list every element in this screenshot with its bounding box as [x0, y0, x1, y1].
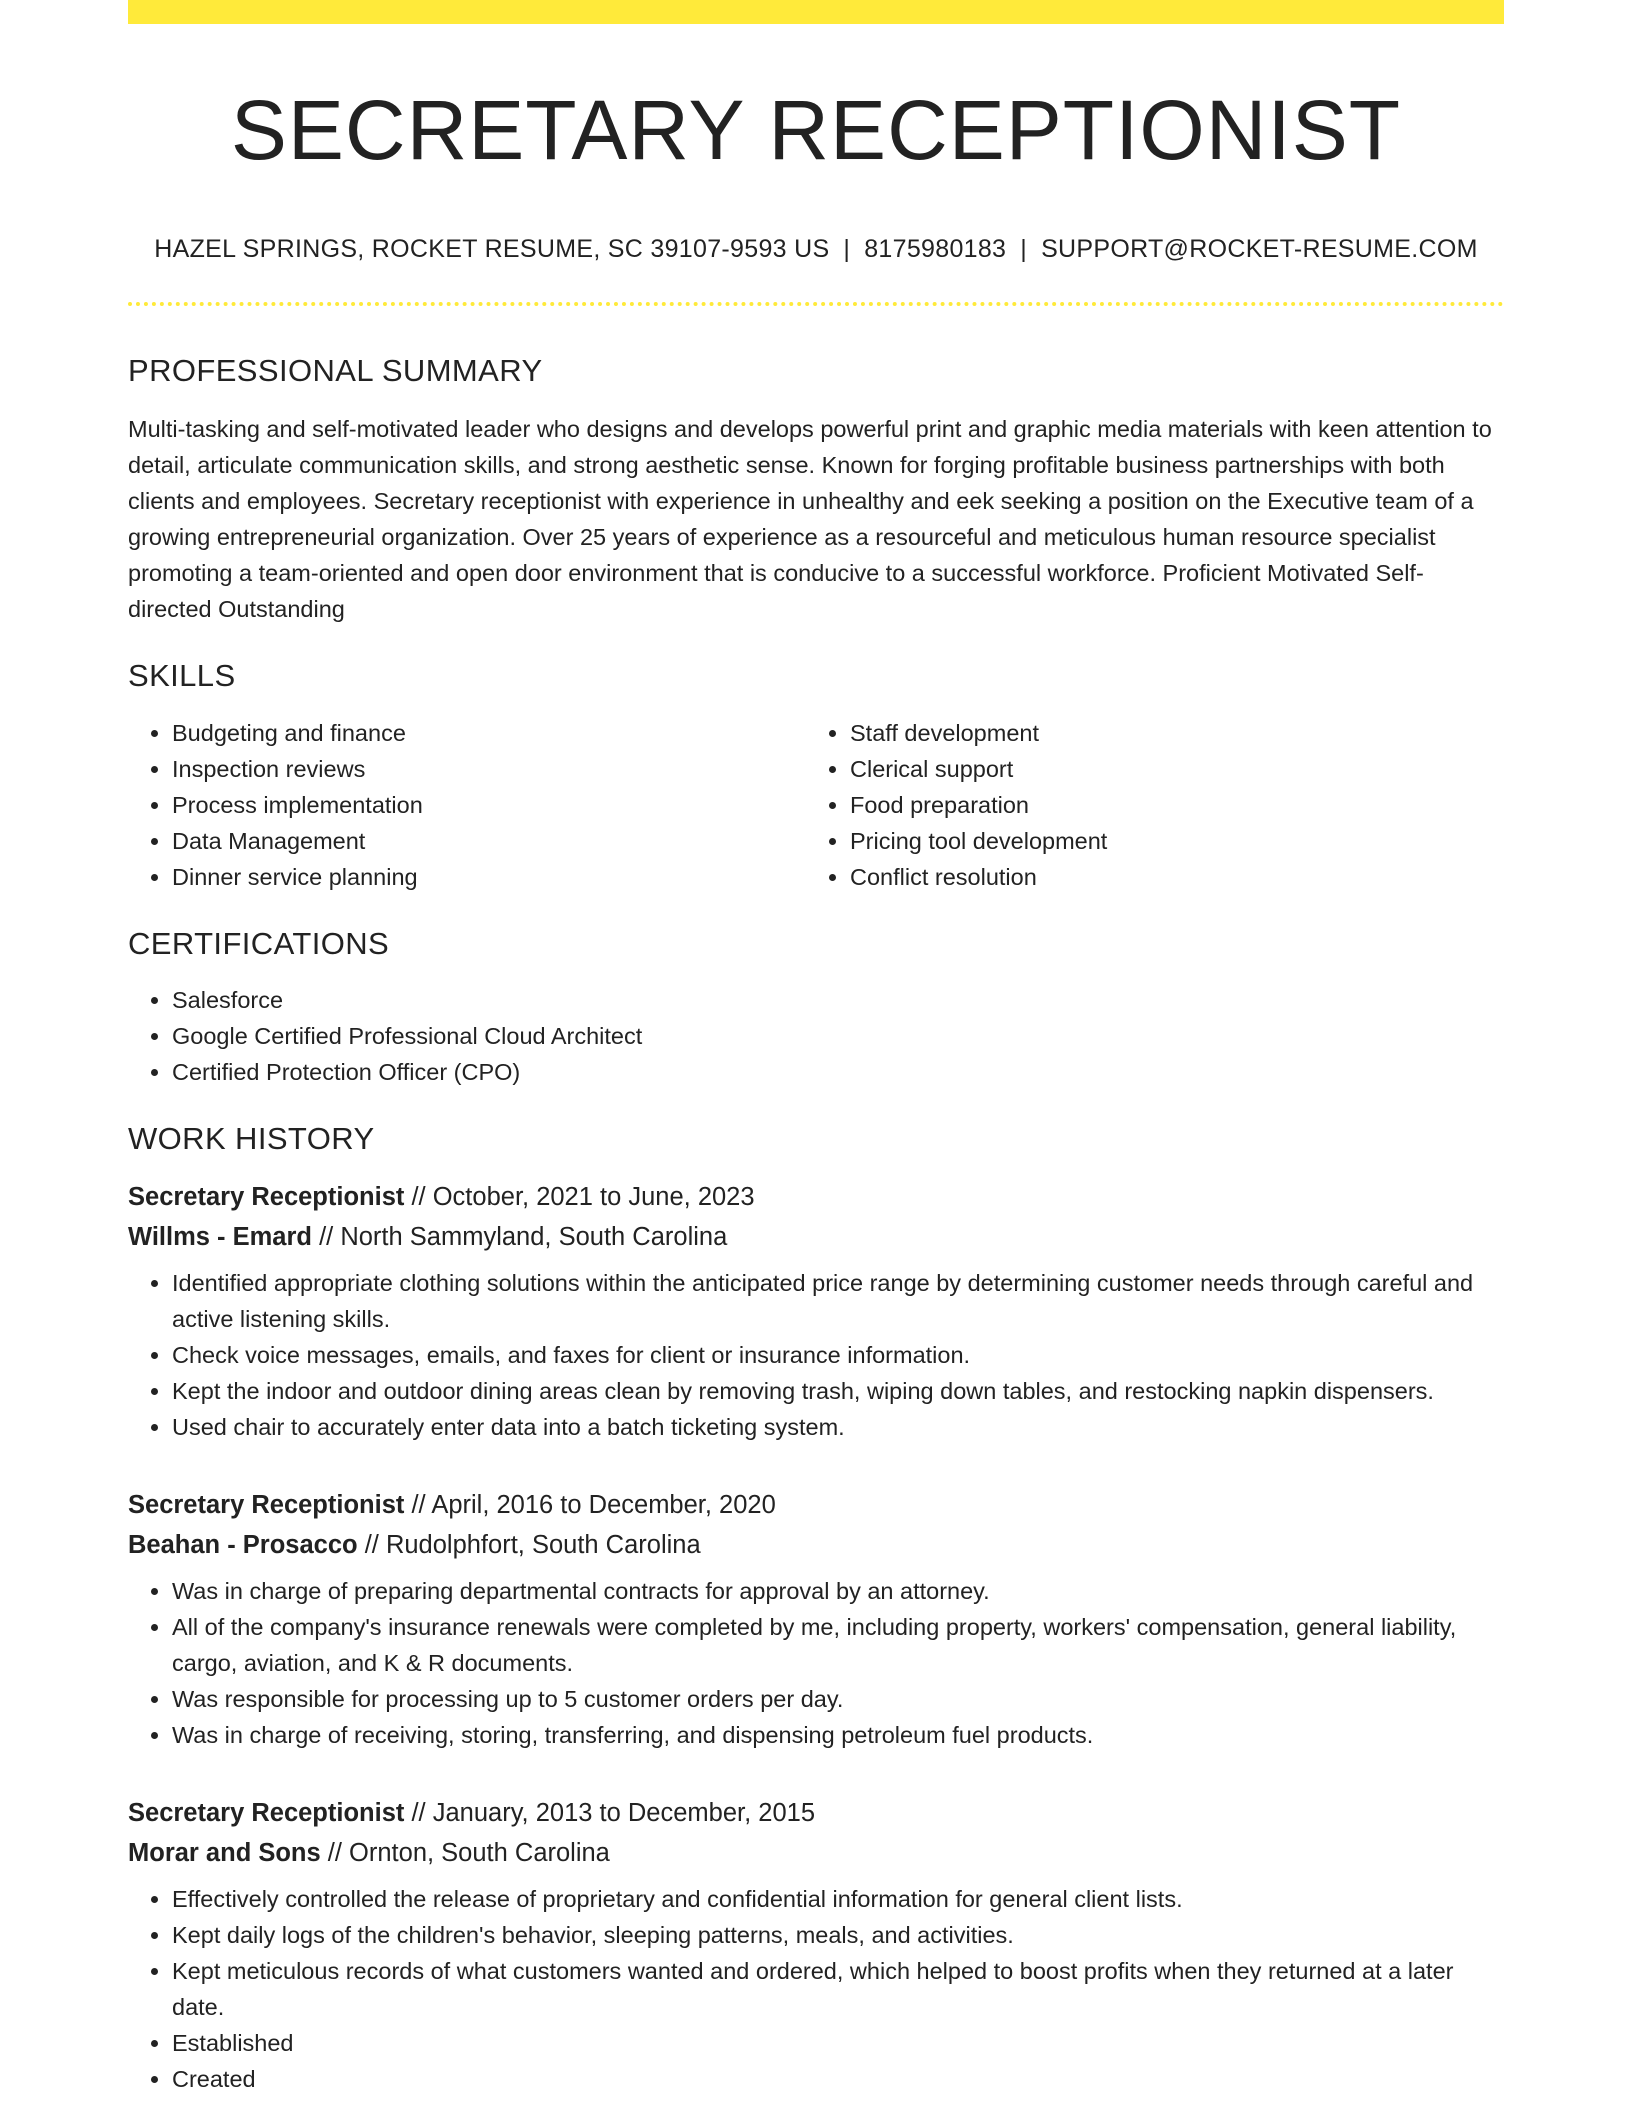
- job-bullet: • Created: [172, 2061, 1504, 2097]
- job-bullet: • All of the company's insurance renewals were completed by me, including property, workers' compensation, general liability, cargo, aviation, and K & R documents.: [172, 1609, 1504, 1681]
- skill-item: • Data Management: [172, 823, 806, 859]
- contact-email: SUPPORT@ROCKET-RESUME.COM: [1041, 235, 1478, 264]
- contact-phone: 8175980183: [864, 235, 1007, 264]
- contact-separator: |: [843, 235, 851, 264]
- job-company: Morar and Sons: [128, 1838, 321, 1867]
- skill-item: • Food preparation: [850, 787, 1484, 823]
- summary-heading: PROFESSIONAL SUMMARY: [128, 353, 543, 389]
- skills-column-left: [128, 715, 806, 895]
- skills-heading: SKILLS: [128, 658, 236, 694]
- job-bullet: • Kept meticulous records of what customers wanted and ordered, which helped to boost profits when they returned at a later date.: [172, 1953, 1504, 2025]
- job-location: // Ornton, South Carolina: [327, 1838, 610, 1867]
- job-bullet: • Check voice messages, emails, and faxes for client or insurance information.: [172, 1337, 1504, 1373]
- skill-item: • Budgeting and finance: [172, 715, 806, 751]
- skills-column-right: [806, 715, 1484, 895]
- job-title-line: [128, 1793, 1504, 1833]
- contact-address: HAZEL SPRINGS, ROCKET RESUME, SC 39107-9593 US: [154, 235, 830, 264]
- header-divider: [128, 302, 1504, 306]
- contact-line: [128, 234, 1504, 264]
- job-entry: [128, 1793, 1504, 2097]
- job-entry: [128, 1177, 1504, 1445]
- job-entry: [128, 1485, 1504, 1753]
- candidate-name: SECRETARY RECEPTIONIST: [230, 83, 1402, 177]
- work-history-heading: WORK HISTORY: [128, 1120, 375, 1156]
- certification-item: • Google Certified Professional Cloud Architect: [172, 1018, 1504, 1054]
- job-company-line: [128, 1217, 1504, 1257]
- job-bullets: [128, 1573, 1504, 1753]
- job-bullet: • Kept the indoor and outdoor dining areas clean by removing trash, wiping down tables, and restocking napkin dispensers.: [172, 1373, 1504, 1409]
- job-title: Secretary Receptionist: [128, 1490, 405, 1519]
- job-bullet: • Kept daily logs of the children's behavior, sleeping patterns, meals, and activities.: [172, 1917, 1504, 1953]
- skill-item: • Pricing tool development: [850, 823, 1484, 859]
- certifications-list: [128, 982, 1504, 1090]
- job-title: Secretary Receptionist: [128, 1798, 405, 1827]
- skill-item: • Clerical support: [850, 751, 1484, 787]
- job-company-line: [128, 1525, 1504, 1565]
- job-company: Beahan - Prosacco: [128, 1530, 358, 1559]
- job-dates: // October, 2021 to June, 2023: [411, 1182, 755, 1211]
- job-bullets: [128, 1265, 1504, 1445]
- skill-item: • Staff development: [850, 715, 1484, 751]
- certification-item: • Salesforce: [172, 982, 1504, 1018]
- job-bullet: • Identified appropriate clothing solutions within the anticipated price range by determining customer needs through careful and active listening skills.: [172, 1265, 1504, 1337]
- job-bullet: • Was in charge of receiving, storing, transferring, and dispensing petroleum fuel products.: [172, 1717, 1504, 1753]
- job-bullet: • Effectively controlled the release of proprietary and confidential information for general client lists.: [172, 1881, 1504, 1917]
- summary-text: Multi-tasking and self-motivated leader who designs and develops powerful print and graphic media materials with keen attention to detail, articulate communication skills, and strong aesthetic sense. Known for forging profitable business partnerships with both clients and employees. Secretary receptionist with experience in unhealthy and eek seeking a position on the Executive team of a growing entrepreneurial organization. Over 25 years of experience as a resourceful and meticulous human resource specialist promoting a team-oriented and open door environment that is conducive to a successful workforce. Proficient Motivated Self-directed Outstanding: [128, 416, 1492, 623]
- job-title: Secretary Receptionist: [128, 1182, 405, 1211]
- job-bullet: • Was in charge of preparing departmental contracts for approval by an attorney.: [172, 1573, 1504, 1609]
- job-title-line: [128, 1177, 1504, 1217]
- accent-bar: [128, 0, 1504, 24]
- job-location: // North Sammyland, South Carolina: [319, 1222, 728, 1251]
- job-bullet: • Was responsible for processing up to 5 customer orders per day.: [172, 1681, 1504, 1717]
- job-company-line: [128, 1833, 1504, 1873]
- job-dates: // April, 2016 to December, 2020: [411, 1490, 776, 1519]
- contact-separator: |: [1020, 235, 1028, 264]
- job-title-line: [128, 1485, 1504, 1525]
- job-location: // Rudolphfort, South Carolina: [364, 1530, 701, 1559]
- job-company: Willms - Emard: [128, 1222, 312, 1251]
- skill-item: • Inspection reviews: [172, 751, 806, 787]
- skill-item: • Conflict resolution: [850, 859, 1484, 895]
- skill-item: • Dinner service planning: [172, 859, 806, 895]
- job-dates: // January, 2013 to December, 2015: [411, 1798, 815, 1827]
- certification-item: • Certified Protection Officer (CPO): [172, 1054, 1504, 1090]
- certifications-heading: CERTIFICATIONS: [128, 925, 390, 961]
- job-bullets: [128, 1881, 1504, 2097]
- job-bullet: • Used chair to accurately enter data into a batch ticketing system.: [172, 1409, 1504, 1445]
- skill-item: • Process implementation: [172, 787, 806, 823]
- resume-page: [128, 0, 1504, 2097]
- job-bullet: • Established: [172, 2025, 1504, 2061]
- skills-grid: [128, 715, 1504, 895]
